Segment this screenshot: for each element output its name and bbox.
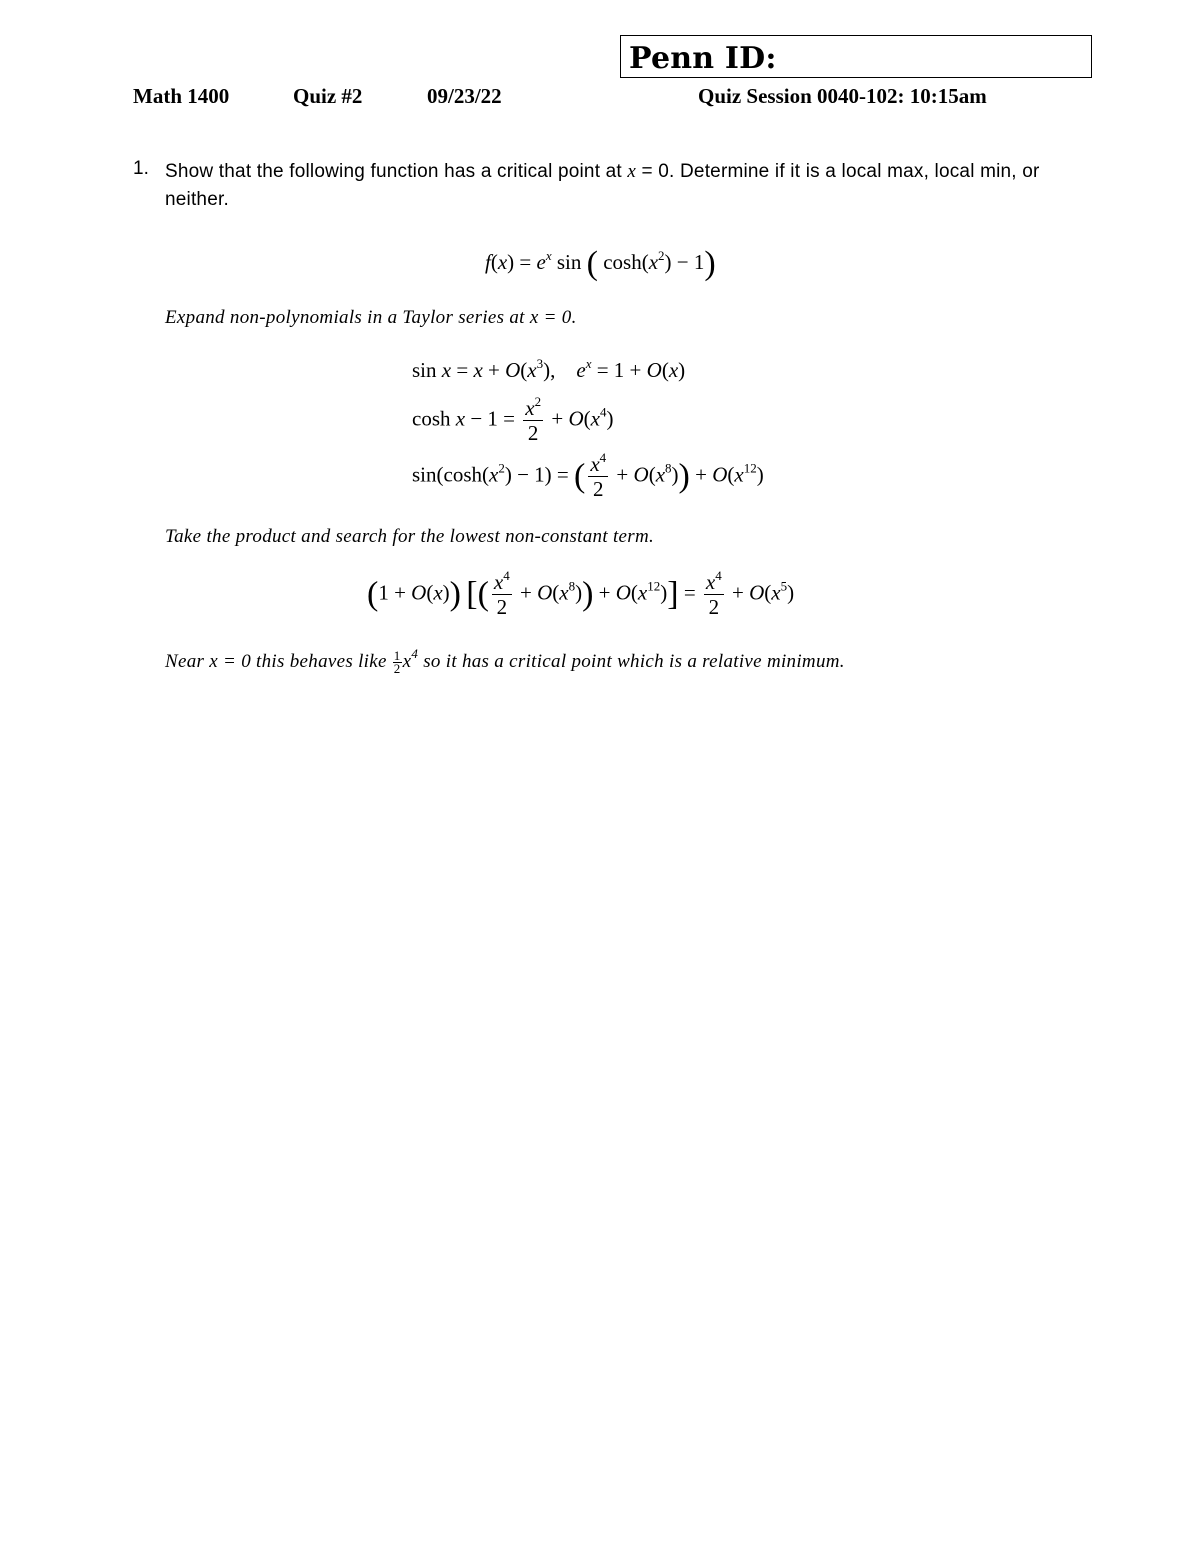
expansion-sin-exp: $\sin x = x + O(x^3)$, $e^x = 1 + O(x)$	[412, 356, 686, 382]
penn-id-label: Penn ID:	[629, 41, 777, 76]
quiz-date: 09/23/22	[427, 84, 502, 108]
step-note-product: Take the product and search for the lowest non-constant term.	[165, 526, 655, 547]
product-equation: (1 + O(x)) [( $\frac{x^4}{2}$ + $O(x^8)) + O(x^{12})$] = $\frac{x^4}{2}$ + $O(x^5)$	[367, 568, 795, 619]
expansion-cosh: cosh x − 1 = $\frac{x^2}{2}$ + $O(x^4)$	[412, 394, 614, 445]
quiz-session: Quiz Session 0040-102: 10:15am	[698, 84, 987, 108]
step-note-expand: Expand non-polynomials in a Taylor series at x = 0.	[165, 307, 577, 328]
penn-id-box[interactable]	[620, 35, 1092, 78]
quiz-number: Quiz #2	[293, 84, 363, 108]
question-number: 1.	[133, 158, 149, 179]
course-name: Math 1400	[133, 84, 230, 108]
question-prompt: Show that the following function has a critical point at x = 0. Determine if it is a local max, local min, or neither.	[165, 161, 1040, 210]
conclusion: Near x = 0 this behaves like $\frac{1}{2}$ $x^4$ so it has a critical point which is a relative minimum.	[165, 645, 845, 676]
expansion-composite: $\sin(\cosh(x^2) - 1)$ = ( $\frac{x^4}{2}$ + $O(x^8)) + O(x^{12})$	[412, 450, 764, 501]
quiz-header	[133, 84, 502, 109]
function-definition: $f(x) = e^x$ sin ( $\cosh(x^2) - 1$)	[485, 245, 716, 282]
